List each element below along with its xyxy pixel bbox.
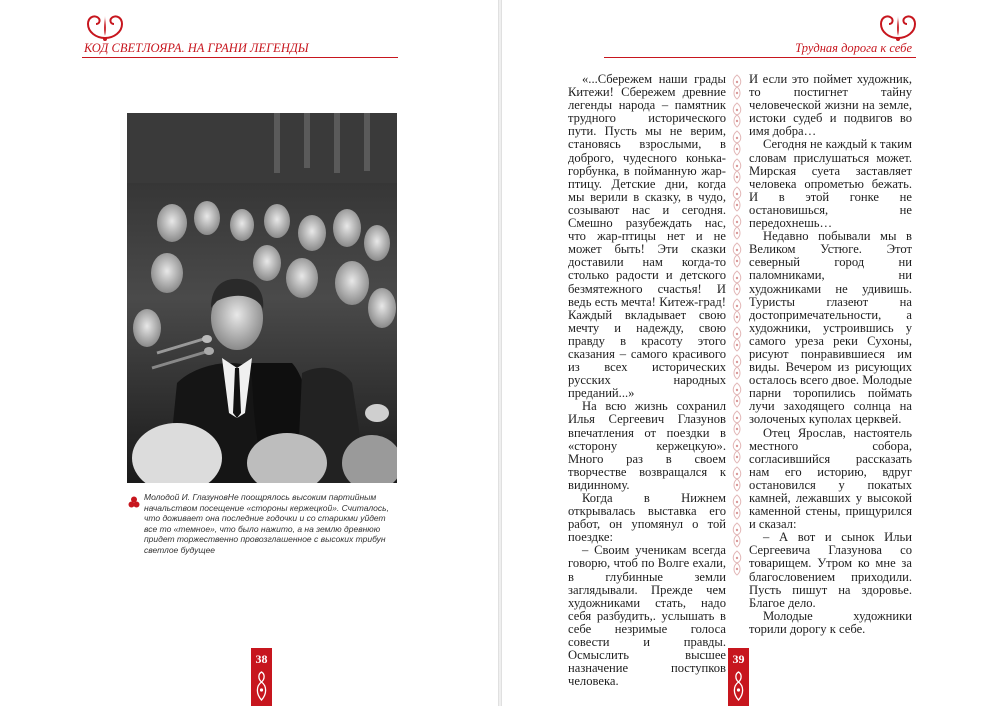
paragraph: Молодые художники торили дорогу к себе. (749, 608, 912, 636)
ornament-swirl-icon (82, 12, 128, 42)
page-number-tab (728, 648, 749, 706)
page-tab-ornament-icon (730, 670, 747, 702)
header-rule (604, 57, 916, 58)
paragraph: – А вот и сынок Ильи Сергеевича Глазунова со товарищем. Утром ко мне за благословением приходили. Пусть пишут на здоровье. Благое дело. (749, 530, 912, 610)
photo-caption: Молодой И. ГлазуновНе поощрялось высоким партийным начальством посещение «стороны кержецкой». Считалось, что доживает она последние годочки и со старикми уйдет все то «темное», что было нажито, а на землю древнюю придет торжественно провозглашенное с высоких трибун светлое будущее (144, 492, 389, 555)
paragraph: – Своим ученикам всегда говорю, чтоб по Волге ехали, в глубинные земли заглядывали. Прежде чем художниками стать, надо себя разбудить,. услышать в себе незримые голоса совести и правды. Осмыслить высшее назначение поступков человека. (568, 543, 726, 689)
page-tab-ornament-icon (253, 670, 270, 702)
historical-photo (127, 113, 397, 483)
paragraph: Сегодня не каждый к таким словам прислушаться может. Мирская суета заставляет человека опрометью бежать. И в этой гонке не остановишься, не передохнешь… (749, 137, 912, 231)
caption-bullet-icon (128, 493, 140, 505)
book-spine (498, 0, 502, 706)
page-number-tab (251, 648, 272, 706)
paragraph: На всю жизнь сохранил Илья Сергеевич Глазунов впечатления от поездки в «сторону кержецкую». Много раз в своем творчестве возвращался к видинному. (568, 399, 726, 492)
page-number: 39 (732, 652, 745, 666)
paragraph: Недавно побывали мы в Великом Устюге. Этот северный город ни паломниками, ни художниками не удивишь. Туристы глазеют на достопримечательности, а художники, устроившись у самого уреза реки Сухоны, рисуют понравившиеся им виды. Вечером из рисующих осталось всего двое. Молодые парни торопились поймать лучи заходящего солнца на золоченых куполах церквей. (749, 229, 912, 427)
text-column-2 (749, 73, 912, 636)
ornament-swirl-icon (875, 12, 921, 42)
paragraph: «...Сбережем наши грады Китежи! Сбережем древние легенды народа – памятник трудного исторического пути. Пусть мы не верим, становясь взрослыми, в доброго, чудесного конька-горбунка, в пойманную жар-птицу. Детские дни, когда мы верили в сказку, в чудо, созывают нас и сегодня. Смешно разубеждать нас, что жар-птицы нет и не может быть! Эти сказки доставили нам когда-то столько радости и детского безмятежного счастья! И ведь есть мечта! Китеж-град! Каждый вкладывает свою мечту и надежду, свою правду в красоту этого сказания – самого красивого из всех исторических русских народных преданий...» (568, 72, 726, 401)
running-head: КОД СВЕТЛОЯРА. НА ГРАНИ ЛЕГЕНДЫ (84, 41, 309, 55)
paragraph: Когда в Нижнем открывалась выставка его работ, он упомянул о той поездке: (568, 491, 726, 545)
header-rule (82, 57, 398, 58)
running-head: Трудная дорога к себе (795, 41, 912, 55)
paragraph: Отец Ярослав, настоятель местного собора, согласившийся рассказать нам его историю, вдруг остановился у покатых камней, лежавших у высокой каменной стены, прищурился и сказал: (749, 425, 912, 532)
paragraph: И если это поймет художник, то постигнет тайну человеческой жизни на земле, истоки судеб и подвигов во имя добра… (749, 72, 912, 139)
page-number: 38 (255, 652, 268, 666)
column-divider-ornament (730, 73, 744, 578)
text-column-1 (568, 73, 726, 688)
